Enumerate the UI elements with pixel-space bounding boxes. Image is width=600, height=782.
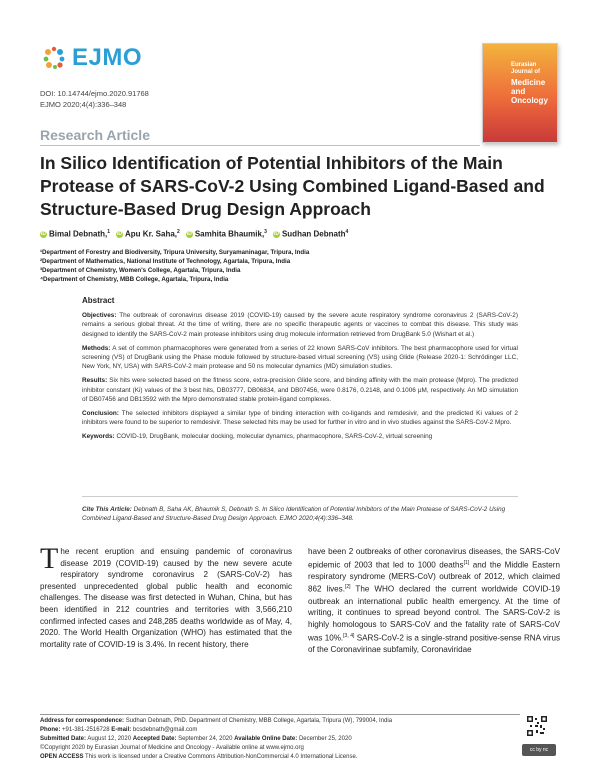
footer [40,717,510,762]
dates: Submitted Date: August 12, 2020 Accepted Date: September 24, 2020 Available Online Date: December 25, 2020 [40,736,352,742]
affiliation: ⁴Department of Chemistry, MBB College, Agartala, Tripura, India [40,276,229,283]
citation-ref[interactable]: [2] [344,584,351,591]
abstract-heading: Abstract [82,296,115,305]
author: iD Bimal Debnath,$^1$ [41,229,111,239]
abstract [82,296,518,447]
orcid-icon[interactable]: iD [273,231,279,238]
logo-mark-icon [40,44,68,72]
affiliations [40,248,309,284]
cite-this-article: Cite This Article: Debnath B, Saha AK, Bhaumik S, Debnath S. In Silico Identification of Potential Inhibitors of the Main Protease of SARS-CoV-2 Using Combined Ligand-Based and Structure-Based Drug Design Approach. EJMO 2020;4(4):336–348. [82,506,506,522]
affiliation: ²Department of Mathematics, National Institute of Technology, Agartala, Tripura, India [40,258,291,265]
author: iD Samhita Bhaumik,$^3$ [186,229,267,239]
affiliation: ³Department of Chemistry, Women's College, Agartala, Tripura, India [40,267,241,274]
abstract-conclusion: Conclusion: The selected inhibitors displayed a similar type of binding interaction with co-ligands and remdesivir, and the predicted Ki values of 2 inhibitors were found to be superior to remdesivir. These selected hits may be used for further in vitro and in vivo studies against the SARS-CoV-2 Mpro. [82,410,518,427]
footer-divider [40,714,520,715]
correspondence: Address for correspondence: Sudhan Debnath, PhD. Department of Chemistry, MBB College, Agartala, Tripura (W), 799004, India [40,718,393,724]
journal-cover [482,43,558,143]
body-column-right: have been 2 outbreaks of other coronavirus diseases, the SARS-CoV epidemic of 2003 that led to 1000 deaths[1] and the Middle Eastern respiratory syndrome (MERS-CoV) outbreak of 2012, which claimed 862 lives.[2] The WHO declared the current worldwide COVID-19 outbreak an international public health emergency. At the time of writing, it continues to spread beyond control. The SARS-CoV-2 is highly homologous to SARS-CoV and the fatality rate of SARS-CoV was 10%.[3, 4] SARS-CoV-2 is a single-strand positive-sense RNA virus of the Coronavirinae subfamily, Coronaviridae [308,547,561,654]
author: iD Sudhan Debnath$^4$ [273,229,349,239]
article-title: In Silico Identification of Potential Inhibitors of the Main Protease of SARS-CoV-2 Using Combined Ligand-Based and Structure-Based Drug Design Approach [40,153,545,219]
cover-title-small: Eurasian Journal of [511,62,541,75]
citation-ref[interactable]: [3, 4] [343,632,355,639]
author-list [40,229,348,239]
journal-citation: EJMO 2020;4(4):336–348 [40,100,127,109]
section-divider [40,145,480,146]
orcid-icon[interactable]: iD [41,231,46,238]
email-link[interactable]: bcsdebnath@gmail.com [132,727,198,733]
cover-title-big: Medicine and Oncology [511,78,548,105]
abstract-divider [82,496,518,497]
logo-text: EJMO [72,44,143,71]
qr-code-icon[interactable] [527,716,547,736]
contact: Phone: +91-381-2516728 E-mail: bcsdebnath@gmail.com [40,727,198,733]
drop-cap: T [40,542,59,575]
orcid-icon[interactable]: iD [186,231,192,238]
author: iD Apu Kr. Saha,$^2$ [117,229,180,239]
affiliation: ¹Department of Forestry and Biodiversity, Tripura University, Suryamaninagar, Tripura, India [40,249,310,256]
doi: DOI: 10.14744/ejmo.2020.91768 [40,89,149,98]
body-column-left: The recent eruption and ensuing pandemic of coronavirus disease 2019 (COVID-19) caused by the new severe acute respiratory syndrome coronavirus 2 (SARS-CoV-2) has presented unprecedented global public health and economic challenges. The disease was first detected in Wuhan, China, but has been identified in 212 countries and territories with 3,566,210 confirmed infected cases and 248,285 deaths worldwide as of May, 4, 2020. The World Health Organization (WHO) has estimated that the mortality rate of COVID-19 is 3.4%. In recent history, there [40,542,292,649]
abstract-results: Results: Six hits were selected based on the fitness score, extra-precision Glide score, and binding affinity with the main protease (Mpro). The predicted inhibitor constant (Ki) values of the 3 best hits, DB03777, DB06834, and DB07456, were 0.8176, 0.2148, and 0.1006 μM, respectively. An MD simulation of DB07456 and DB13592 with the Mpro demonstrated stable protein-ligand complexes. [82,377,518,403]
copyright: ©Copyright 2020 by Eurasian Journal of Medicine and Oncology - Available online at www.ejmo.org [40,745,304,751]
abstract-objectives: Objectives: The outbreak of coronavirus disease 2019 (COVID-19) caused by the severe acute respiratory syndrome coronavirus 2 (SARS-CoV-2) remains a serious global threat. At the time of writing, there are no specific therapeutic agents or vaccines to combat this disease. This study was designed to identify the SARS-CoV-2 main protease inhibitors using drug molecule information retrieved from DrugBank 5.0 (Wishart et al.) [82,312,518,338]
section-label: Research Article [40,127,150,143]
abstract-keywords: Keywords: COVID-19, DrugBank, molecular docking, molecular dynamics, pharmacophore, SARS-CoV-2, virtual screening [82,433,433,441]
citation-ref[interactable]: [1] [463,559,470,566]
journal-logo [40,44,142,72]
abstract-methods: Methods: A set of common pharmacophores were generated from a series of 22 known SARS-CoV inhibitors. The best pharmacophore used for virtual screening (VS) of DrugBank using the Phase module followed by structure-based virtual screening (VS) using Glide (Release 2020-1: Schrödinger LLC, New York, NY, USA) with SARS-CoV-2 main protease and 50 ns molecular dynamics (MD) simulation studies. [82,344,518,371]
cc-license-badge[interactable]: cc by nc [522,744,556,756]
open-access: OPEN ACCESS This work is licensed under a Creative Commons Attribution-NonCommercial 4.0 International License. [40,754,358,760]
orcid-icon[interactable]: iD [117,231,123,238]
